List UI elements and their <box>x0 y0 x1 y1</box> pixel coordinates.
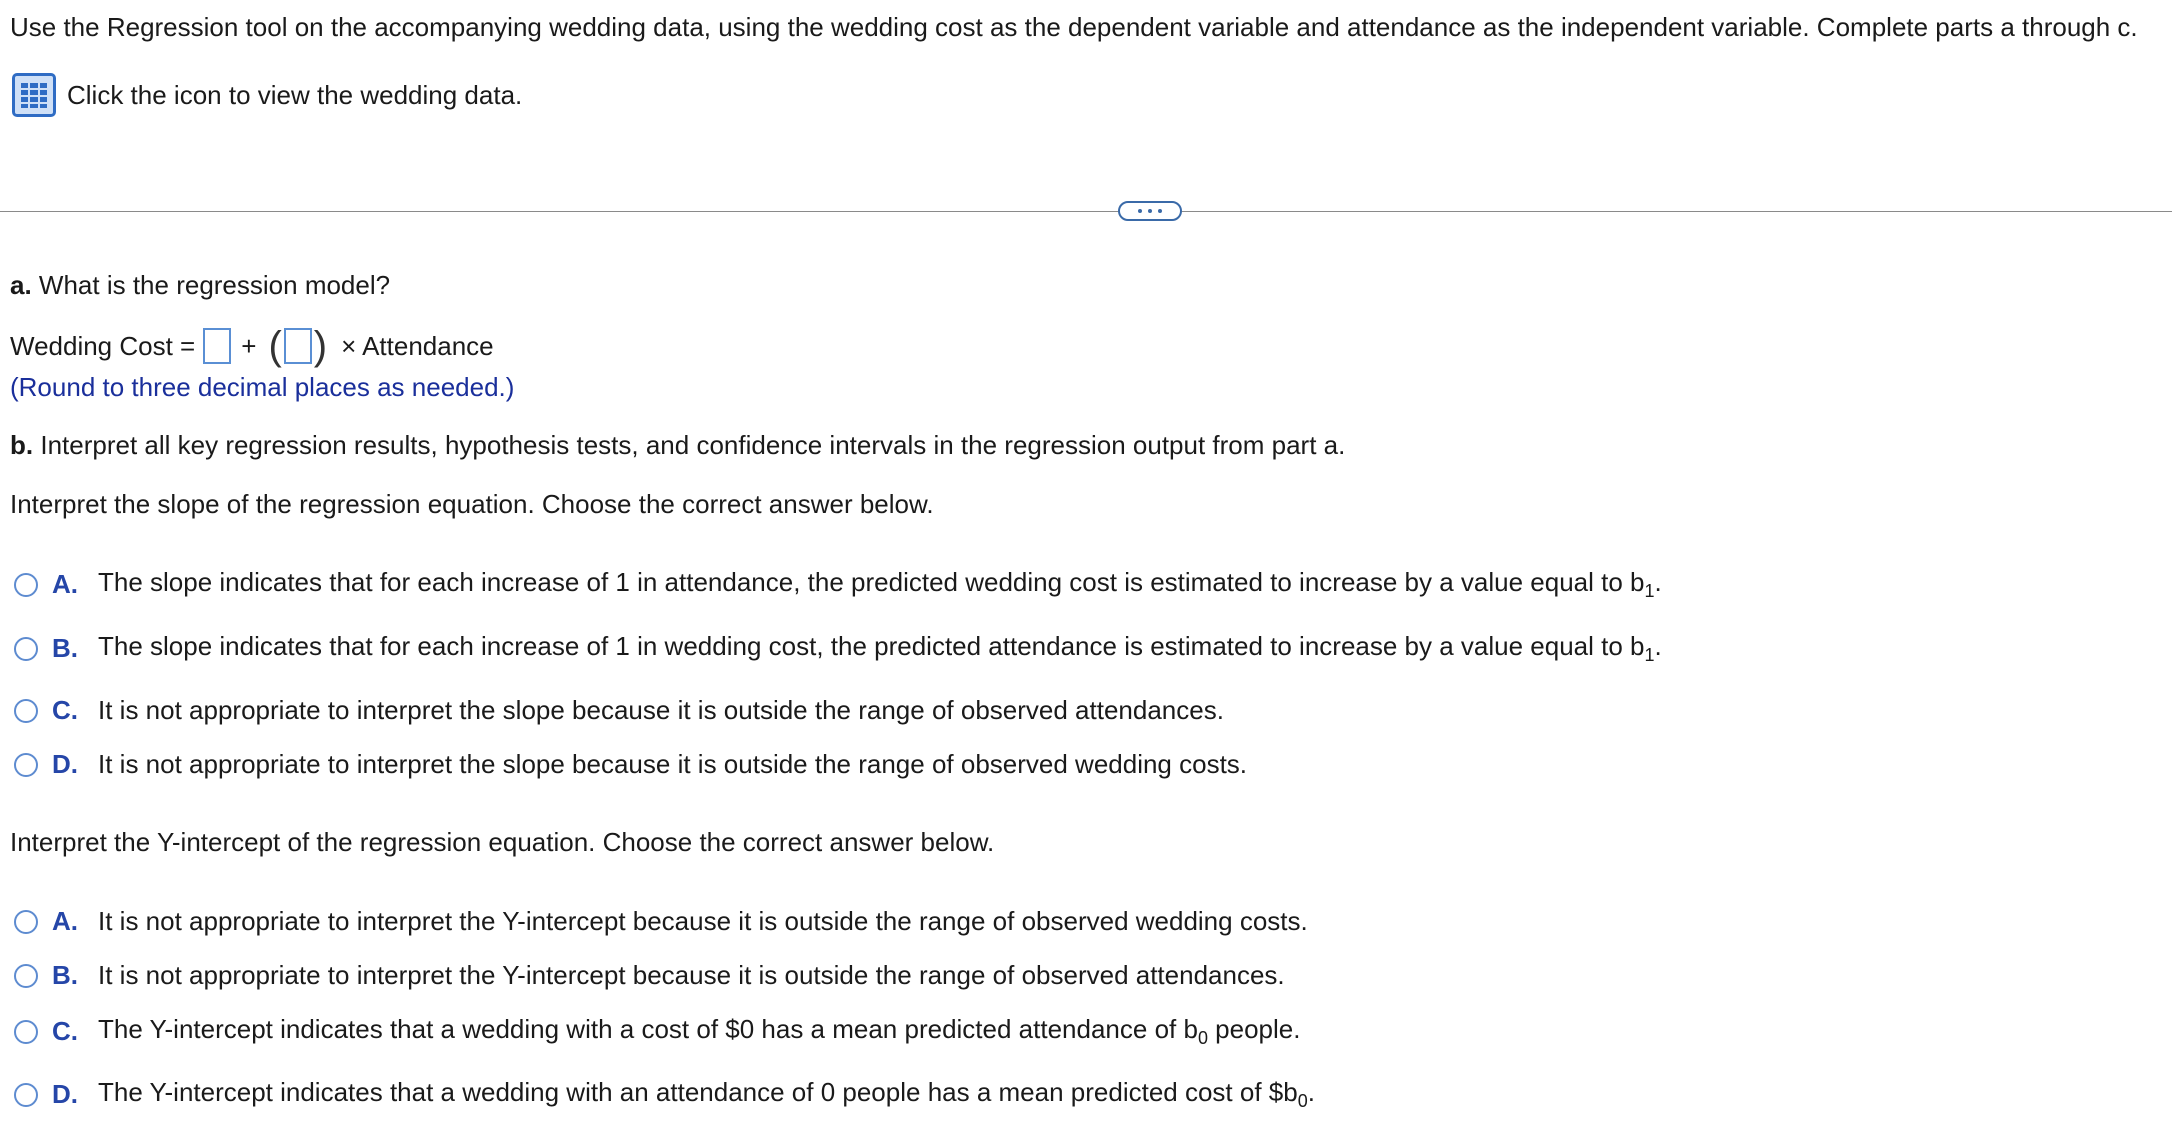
radio-button[interactable] <box>14 753 38 777</box>
option-letter: B. <box>52 633 78 663</box>
regression-equation <box>10 324 494 368</box>
radio-button[interactable] <box>14 637 38 661</box>
intercept-option-c[interactable] <box>14 1014 1300 1049</box>
data-link-label: Click the icon to view the wedding data. <box>67 79 523 110</box>
data-link-row <box>12 73 522 117</box>
option-letter: C. <box>52 695 78 725</box>
data-table-icon[interactable] <box>12 73 56 117</box>
ellipsis-dot-icon <box>1148 209 1152 213</box>
intercept-option-b[interactable] <box>14 960 1285 991</box>
radio-button[interactable] <box>14 1083 38 1107</box>
option-letter: B. <box>52 960 78 990</box>
option-letter: C. <box>52 1016 78 1046</box>
rounding-note: (Round to three decimal places as needed.) <box>10 372 515 402</box>
radio-button[interactable] <box>14 699 38 723</box>
expand-more-button[interactable] <box>1118 201 1182 221</box>
option-text: It is not appropriate to interpret the slope because it is outside the range of observed wedding costs. <box>98 749 1248 779</box>
intercept-option-d[interactable] <box>14 1077 1315 1112</box>
intercept-input[interactable] <box>203 328 231 364</box>
intercept-option-a[interactable] <box>14 906 1308 937</box>
option-text: The slope indicates that for each increase of 1 in wedding cost, the predicted attendance is estimated to increase by a value equal to $b_1$. <box>98 631 1662 665</box>
option-text: It is not appropriate to interpret the Y-intercept because it is outside the range of observed wedding costs. <box>98 906 1308 936</box>
part-b-question <box>10 430 1345 461</box>
slope-question-prompt: Interpret the slope of the regression equation. Choose the correct answer below. <box>10 489 934 519</box>
option-letter: D. <box>52 749 78 779</box>
ellipsis-dot-icon <box>1158 209 1162 213</box>
slope-option-d[interactable] <box>14 749 1247 780</box>
open-paren: ( <box>268 324 282 368</box>
option-text: The Y-intercept indicates that a wedding with an attendance of 0 people has a mean predicted cost of $\$b_0$. <box>98 1077 1315 1111</box>
option-letter: A. <box>52 906 78 936</box>
part-a-question <box>10 270 390 301</box>
instructions-text: Use the Regression tool on the accompanying wedding data, using the wedding cost as the dependent variable and attendance as the independent variable. Complete parts a through c. <box>10 12 2138 42</box>
intercept-question-prompt: Interpret the Y-intercept of the regression equation. Choose the correct answer below. <box>10 827 995 857</box>
plus-sign: + <box>241 330 257 361</box>
slope-option-c[interactable] <box>14 695 1224 726</box>
radio-button[interactable] <box>14 910 38 934</box>
option-text: The slope indicates that for each increase of 1 in attendance, the predicted wedding cost is estimated to increase by a value equal to $b_1$. <box>98 567 1662 601</box>
ellipsis-dot-icon <box>1138 209 1142 213</box>
part-b-text: Interpret all key regression results, hypothesis tests, and confidence intervals in the regression output from part a. <box>40 430 1346 460</box>
option-text: It is not appropriate to interpret the slope because it is outside the range of observed attendances. <box>98 695 1224 725</box>
equation-lhs: Wedding Cost = <box>10 330 196 361</box>
part-a-text: What is the regression model? <box>38 270 391 300</box>
radio-button[interactable] <box>14 964 38 988</box>
option-text: The Y-intercept indicates that a wedding with a cost of $0 has a mean predicted attendance of $b_0$ people. <box>98 1014 1301 1048</box>
part-b-label: b. <box>10 430 34 460</box>
part-a-label: a. <box>10 270 32 300</box>
close-paren: ) <box>313 324 328 368</box>
option-text: It is not appropriate to interpret the Y-intercept because it is outside the range of observed attendances. <box>98 960 1285 990</box>
slope-option-a[interactable] <box>14 567 1662 602</box>
option-letter: A. <box>52 569 78 599</box>
option-letter: D. <box>52 1079 78 1109</box>
radio-button[interactable] <box>14 573 38 597</box>
section-divider <box>0 211 2172 212</box>
slope-option-b[interactable] <box>14 631 1662 666</box>
equation-rhs-variable: × Attendance <box>341 330 494 361</box>
radio-button[interactable] <box>14 1020 38 1044</box>
slope-input[interactable] <box>284 328 312 364</box>
